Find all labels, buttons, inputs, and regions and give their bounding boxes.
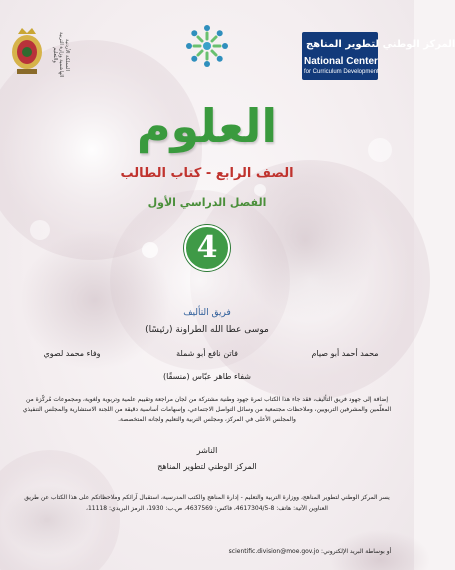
acknowledgement-paragraph: إضافة إلى جهود فريق التأليف، فقد جاء هذا الكتاب ثمرة جهود وطنية مشتركة من لجان مراجعة وتقييم علمية وتربوية ولغوية، ومجموعات مُركّزة من المعلّمين والمشرفين التربويين، وملاحظات مجتمعية من وسائل التواصل الاجتماعي، وإسهامات أساسية دقيقة من اللجنة الاستشارية والمجلس التنفيذي والمجلس الأعلى في المركز، ومجلس التربية والتعليم ولجانه المتخصصة. [22,396,392,423]
semester-label: الفصل الدراسي الأول [147,196,267,209]
author-coordinator: شفاء طاهر عبّاس (منسقًا) [163,372,251,381]
book-title: العلوم [136,99,278,153]
ncd-logo-arabic: المركز الوطني لتطوير المناهج [306,39,455,50]
crown-emblem-icon [8,26,46,76]
contact-footer-text: يسر المركز الوطني لتطوير المناهج، ووزارة التربية والتعليم - إدارة المناهج والكتب المدرسية، استقبال آرائكم وملاحظاتكم على هذا الكتاب عن طريق العناوين الآتية: هاتف: 8-4617304/5، فاكس: 4637569، ص.ب: 1930، الرمز البريدي: 11118، [24,494,390,512]
grade-subtitle: الصف الرابع - كتاب الطالب [120,166,294,181]
grade-number-badge [184,225,230,271]
jordan-emblem-logo [8,26,70,84]
author-member-middle: فاتن نافع أبو شملة [176,349,238,358]
contact-email-line: أو بوساطة البريد الإلكتروني: scientific.division@moe.gov.jo [228,548,392,555]
author-member-left: وفاء محمد لصوي [43,349,101,358]
publisher-label: الناشر [196,446,218,455]
ncd-logo-english-name: National Center [304,56,378,67]
ncd-logo-english-tagline: for Curriculum Development [304,69,379,75]
bg-photo-microscope [235,160,375,320]
author-lead: موسى عطا الله الطراونة (رئيسًا) [145,325,269,335]
grade-number: 4 [196,230,218,265]
author-member-right: محمد أحمد أبو صيام [311,349,379,358]
national-center-logo [302,32,455,80]
authoring-team-heading: فريق التأليف [183,308,231,318]
people-circle-logo [180,20,234,72]
publisher-name: المركز الوطني لتطوير المناهج [157,462,257,471]
jordan-emblem-text: المملكة الأردنية الهاشمية وزارة التربية والتعليم [52,32,70,78]
